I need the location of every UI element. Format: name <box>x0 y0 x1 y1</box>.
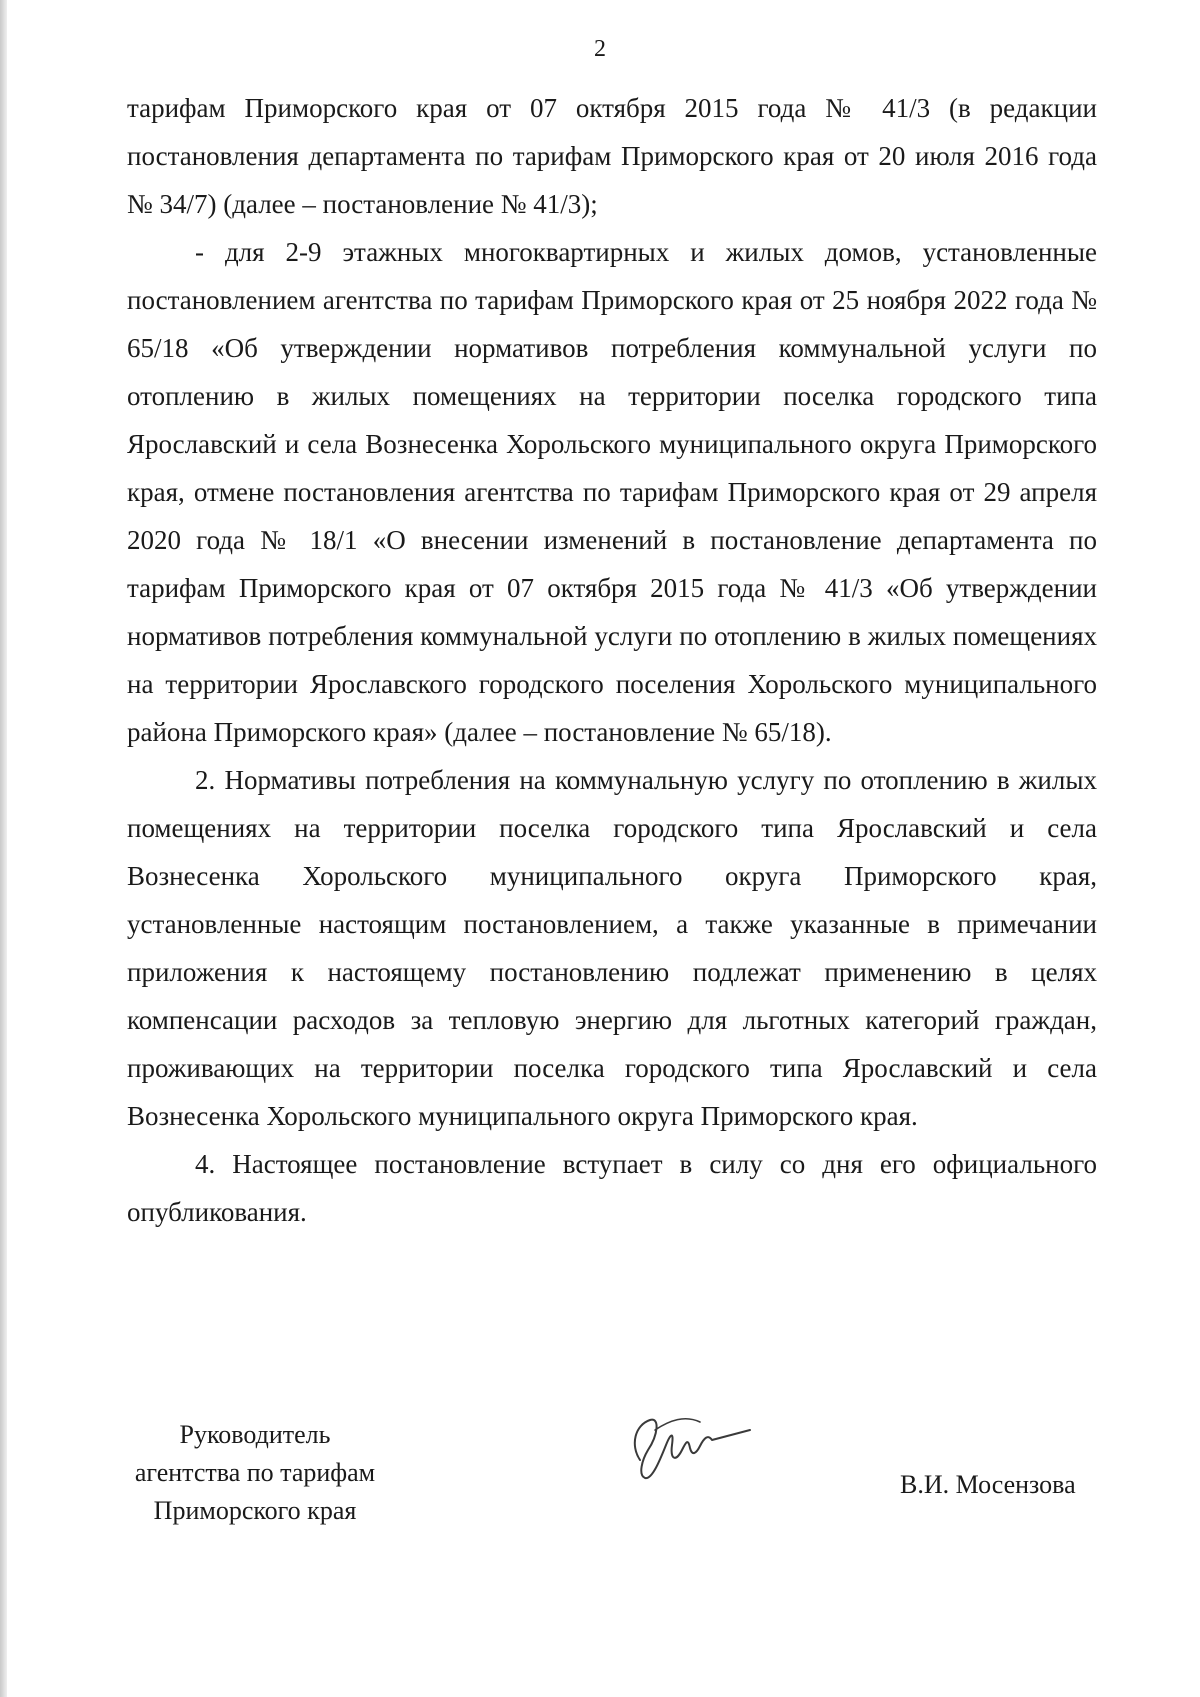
paragraph-item-4: 4. Настоящее постановление вступает в силу со дня его официального опубликования. <box>127 1149 1097 1227</box>
handwritten-signature <box>600 1390 760 1490</box>
paragraph-continuation: тарифам Приморского края от 07 октября 2015 года № 41/3 (в редакции постановления департамента по тарифам Приморского края от 20 июля 2016 года № 34/7) (далее – постановление № 41/3); <box>127 93 1097 219</box>
signatory-name: В.И. Мосензова <box>900 1470 1076 1499</box>
signatory-title-line: Руководитель <box>179 1420 331 1449</box>
page-edge <box>0 0 7 1697</box>
paragraph-item-2: 2. Нормативы потребления на коммунальную услугу по отоплению в жилых помещениях на территории поселка городского типа Ярославский и села Вознесенка Хорольского муниципального округа Приморского края, установленные настоящим постановлением, а также указанные в примечании приложения к настоящему постановлению подлежат применению в целях компенсации расходов за тепловую энергию для льготных категорий граждан, проживающих на территории поселка городского типа Ярославский и села Вознесенка Хорольского муниципального округа Приморского края. <box>127 765 1097 1131</box>
page-number: 2 <box>594 36 606 62</box>
document-body <box>127 84 1097 1236</box>
paragraph-list-item: - для 2-9 этажных многоквартирных и жилых домов, установленные постановлением агентства по тарифам Приморского края от 25 ноября 2022 года № 65/18 «Об утверждении нормативов потребления коммунальной услуги по отоплению в жилых помещениях на территории поселка городского типа Ярославский и села Вознесенка Хорольского муниципального округа Приморского края, отмене постановления агентства по тарифам Приморского края от 29 апреля 2020 года № 18/1 «О внесении изменений в постановление департамента по тарифам Приморского края от 07 октября 2015 года № 41/3 «Об утверждении нормативов потребления коммунальной услуги по отоплению в жилых помещениях на территории Ярославского городского поселения Хорольского муниципального района Приморского края» (далее – постановление № 65/18). <box>127 237 1097 747</box>
signatory-title <box>110 1416 400 1530</box>
signatory-title-line: Приморского края <box>153 1496 357 1525</box>
signatory-title-line: агентства по тарифам <box>134 1458 376 1487</box>
